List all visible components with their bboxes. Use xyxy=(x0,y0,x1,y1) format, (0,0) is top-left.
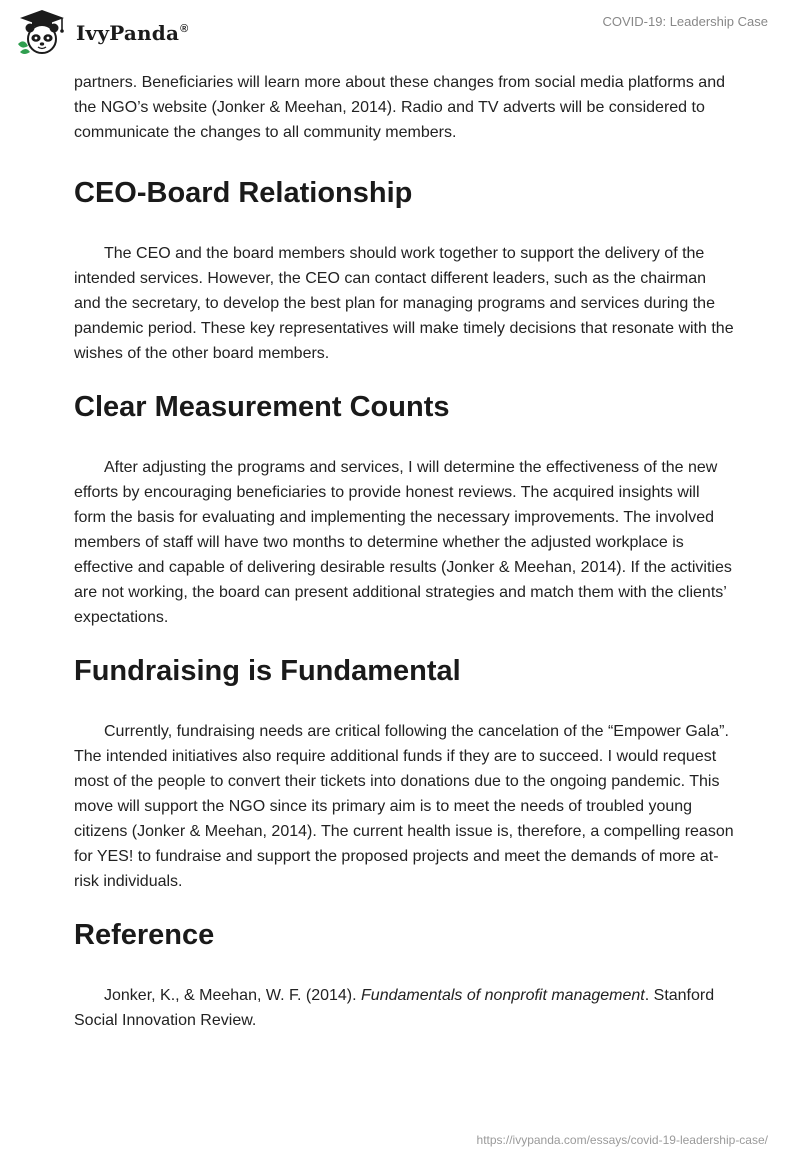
page-header xyxy=(0,0,800,64)
brand-name: IvyPanda® xyxy=(76,21,189,45)
registered-mark: ® xyxy=(180,23,189,36)
section-heading-measurement: Clear Measurement Counts xyxy=(74,391,450,423)
reference-heading: Reference xyxy=(74,919,215,951)
reference-publisher: . Stanford Social Innovation Review. xyxy=(74,987,715,1029)
reference-entry xyxy=(74,983,734,1033)
section-heading-ceo-board: CEO-Board Relationship xyxy=(74,177,413,209)
section-body-measurement: After adjusting the programs and services, I will determine the effectiveness of the new efforts by encouraging beneficiaries to provide honest reviews. The acquired insights will form the basis for evaluating and implementing the necessary improvements. The involved members of staff will have two months to determine whether the adjusted workplace is effective and capable of delivering desirable results (Jonker & Meehan, 2014). If the activities are not working, the board can present additional strategies and match them with the clients’ expectations. xyxy=(74,459,732,626)
panda-graduate-icon xyxy=(14,8,70,56)
ivypanda-logo[interactable] xyxy=(14,8,188,56)
section-body-fundraising: Currently, fundraising needs are critical following the cancelation of the “Empower Gala”. The intended initiatives also require additional funds if they are to succeed. I would request most of the people to convert their tickets into donations due to the ongoing pandemic. This move will support the NGO since its primary aim is to meet the needs of troubled young citizens (Jonker & Meehan, 2014). The current health issue is, therefore, a compelling reason for YES! to fundraise and support the proposed projects and meet the demands of more at-risk individuals. xyxy=(74,723,734,890)
section-body-ceo-board: The CEO and the board members should work together to support the delivery of the intended services. However, the CEO can contact different leaders, such as the chairman and the secretary, to develop the best plan for managing programs and services during the pandemic period. These key representatives will make timely decisions that resonate with the wishes of the other board members. xyxy=(74,245,734,362)
section-heading-fundraising: Fundraising is Fundamental xyxy=(74,655,461,687)
running-title: COVID-19: Leadership Case xyxy=(602,14,768,29)
reference-title: Fundamentals of nonprofit management xyxy=(361,987,645,1004)
reference-authors: Jonker, K., & Meehan, W. F. (2014). xyxy=(104,987,362,1004)
essay-content xyxy=(74,70,734,1033)
footer-source-url[interactable]: https://ivypanda.com/essays/covid-19-leadership-case/ xyxy=(476,1133,768,1147)
intro-paragraph: partners. Beneficiaries will learn more about these changes from social media platforms and the NGO’s website (Jonker & Meehan, 2014). Radio and TV adverts will be considered to communicate the changes to all community members. xyxy=(74,74,725,141)
